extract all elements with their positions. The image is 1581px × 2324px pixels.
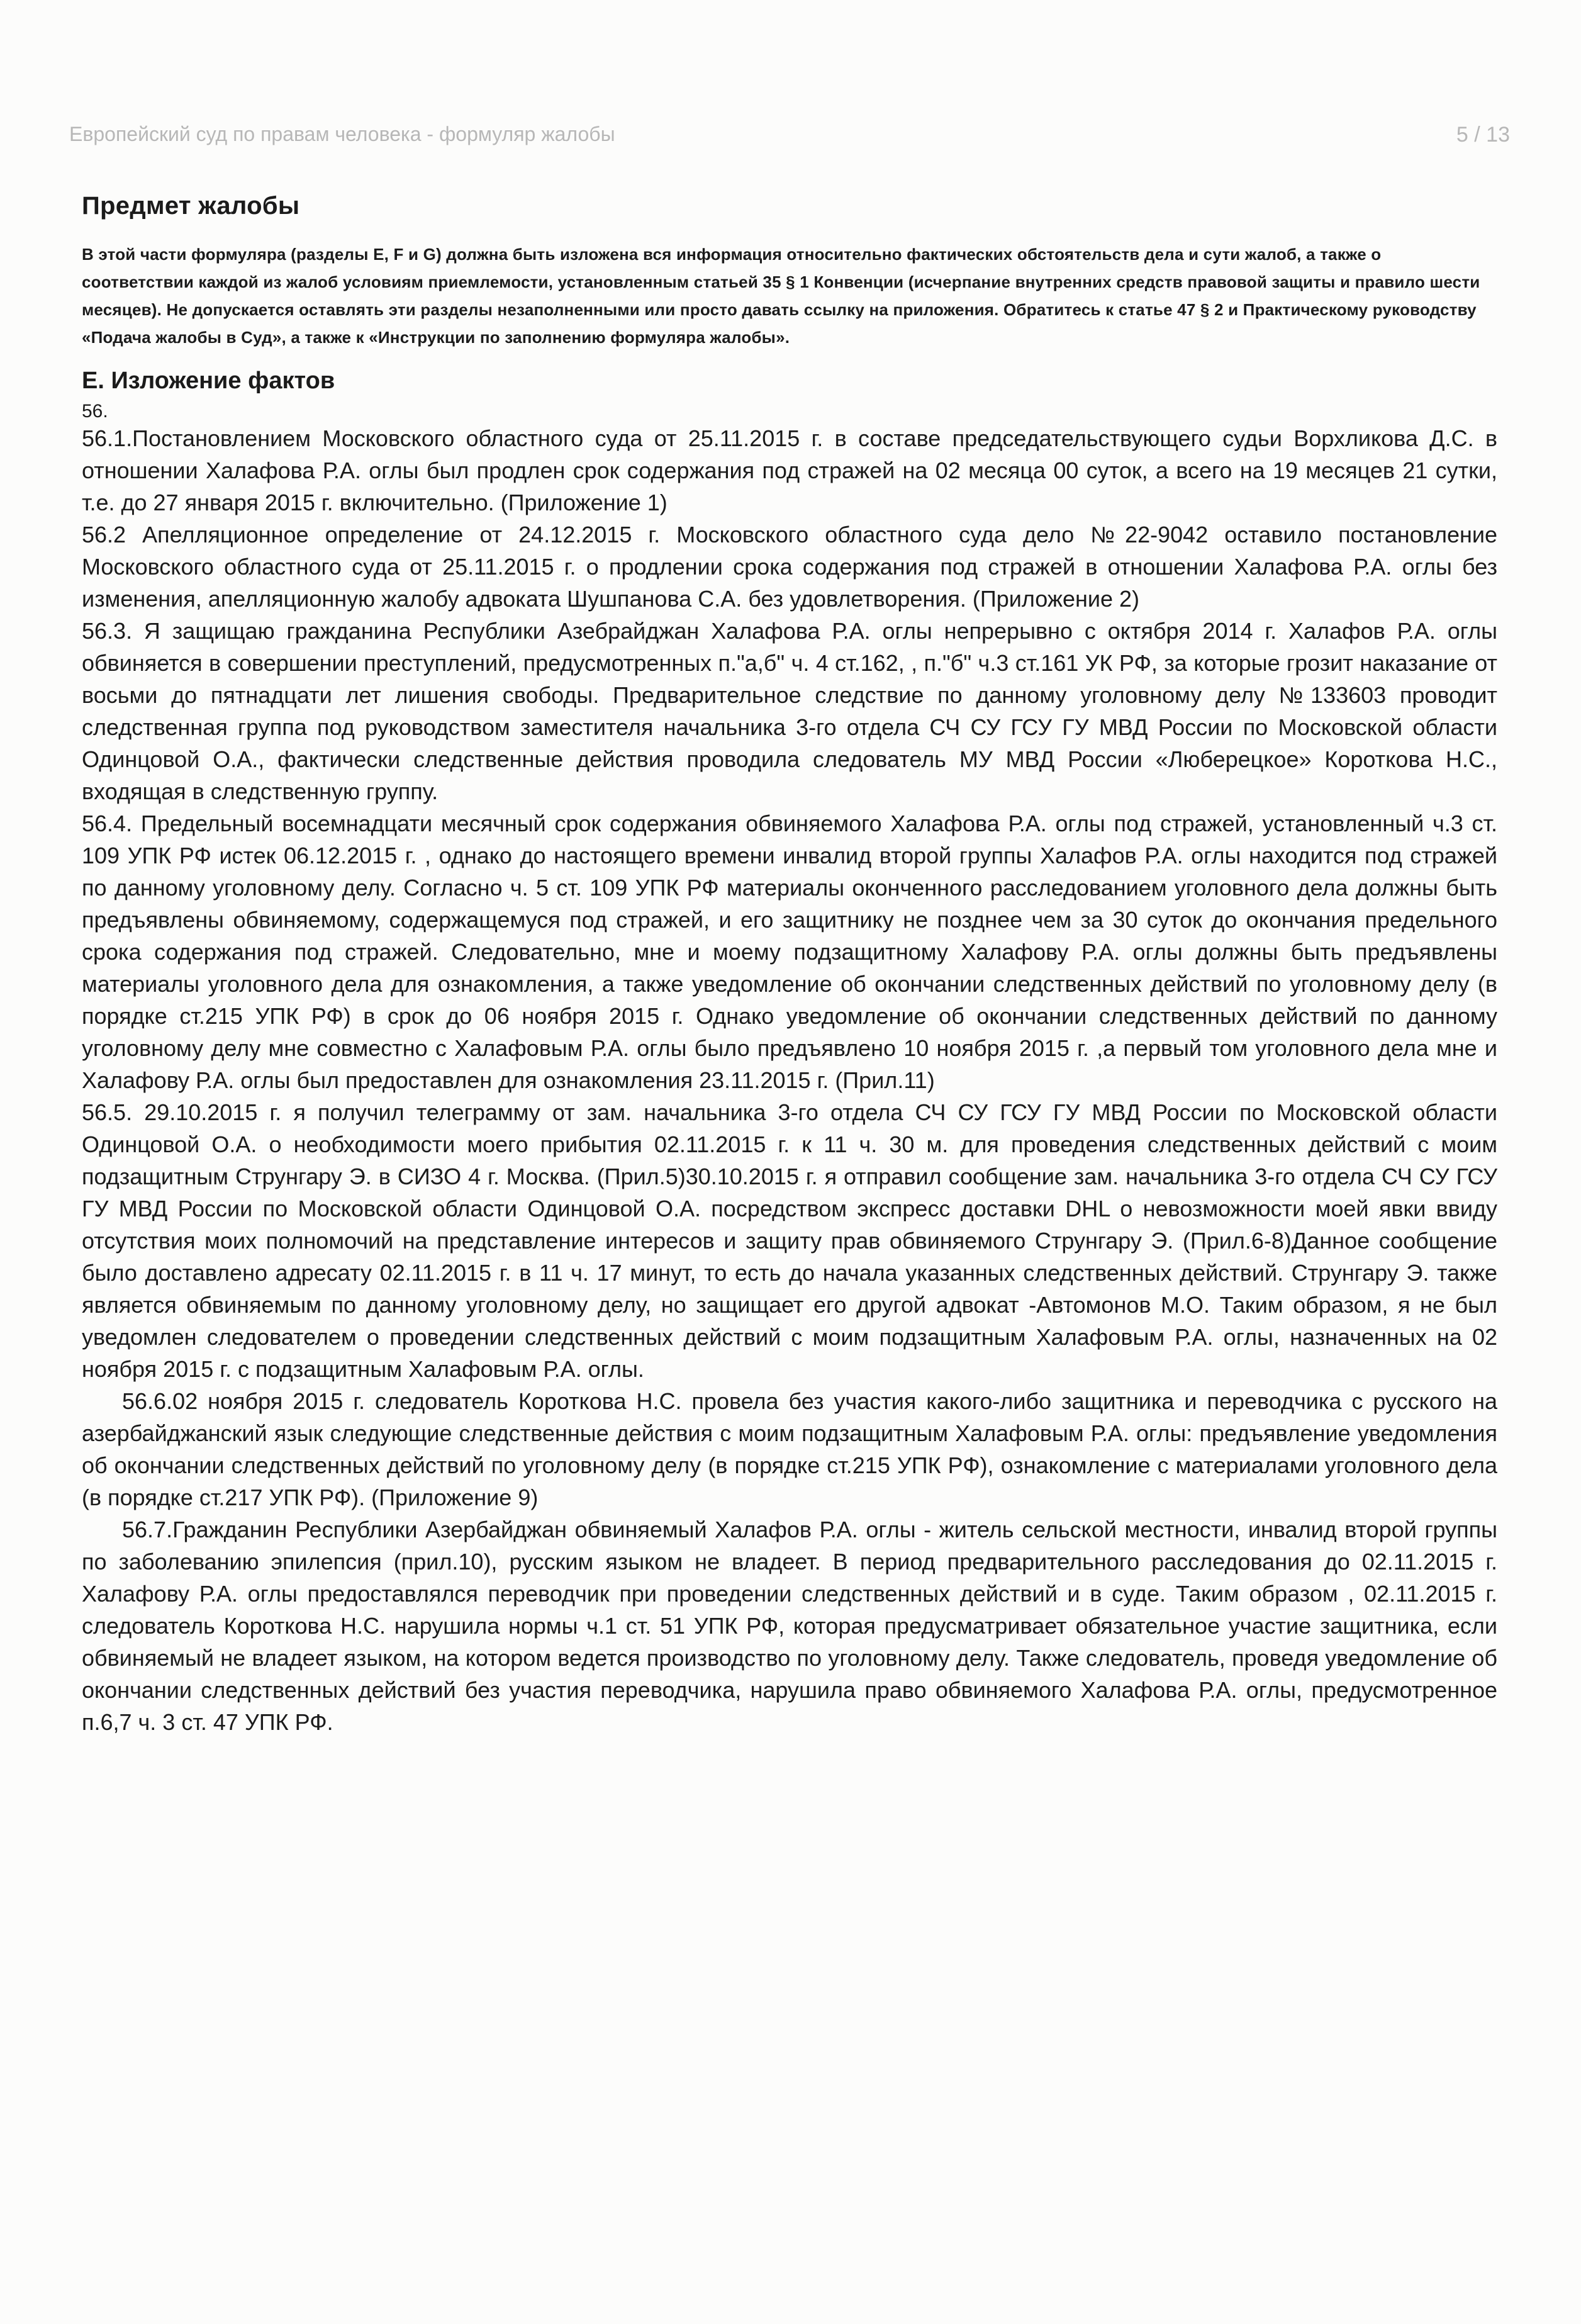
- page-number: 5 / 13: [1456, 123, 1510, 147]
- section-title: Предмет жалобы: [82, 192, 300, 220]
- facts-heading: E. Изложение фактов: [82, 368, 335, 394]
- section-intro: В этой части формуляра (разделы E, F и G) должна быть изложена вся информация относительно фактических обстоятельств дела и сути жалоб, а также о соответствии каждой из жалоб условиям приемлемости, установленным статьей 35 § 1 Конвенции (исчерпание внутренних средств правовой защиты и правило шести месяцев). Не допускается оставлять эти разделы незаполненными или просто давать ссылку на приложения. Обратитесь к статье 47 § 2 и Практическому руководству «Подача жалобы в Суд», а также к «Инструкции по заполнению формуляра жалобы».: [82, 245, 1480, 347]
- facts-number: 56.: [82, 401, 108, 422]
- document-content: [82, 192, 1497, 1738]
- fact-paragraph-56-2: 56.2 Апелляционное определение от 24.12.2015 г. Московского областного суда дело №22-9042 оставило постановление Московского областного суда от 25.11.2015 г. о продлении срока содержания под стражей в отношении Халафова Р.А. оглы без изменения, апелляционную жалобу адвоката Шушпанова С.А. без удовлетворения. (Приложение 2): [82, 522, 1497, 612]
- fact-paragraph-56-1: 56.1.Постановлением Московского областного суда от 25.11.2015 г. в составе председательствующего судьи Ворхликова Д.С. в отношении Халафова Р.А. оглы был продлен срок содержания под стражей на 02 месяца 00 суток, а всего на 19 месяцев 21 сутки, т.е. до 27 января 2015 г. включительно. (Приложение 1): [82, 425, 1497, 515]
- fact-paragraph-56-6: 56.6.02 ноября 2015 г. следователь Короткова Н.С. провела без участия какого-либо защитника и переводчика с русского на азербайджанский язык следующие следственные действия с моим подзащитным Халафовым Р.А. оглы: предъявление уведомления об окончании следственных действий по уголовному делу (в порядке ст.215 УПК РФ), ознакомление с материалами уголовного дела (в порядке ст.217 УПК РФ). (Приложение 9): [82, 1388, 1497, 1510]
- fact-paragraph-56-3: 56.3. Я защищаю гражданина Республики Азебрайджан Халафова Р.А. оглы непрерывно с октября 2014 г. Халафов Р.А. оглы обвиняется в совершении преступлений, предусмотренных п."а,б" ч. 4 ст.162, , п."б" ч.3 ст.161 УК РФ, за которые грозит наказание от восьми до пятнадцати лет лишения свободы. Предварительное следствие по данному уголовному делу №133603 проводит следственная группа под руководством заместителя начальника 3-го отдела СЧ СУ ГСУ ГУ МВД России по Московской области Одинцовой О.А., фактически следственные действия проводила следователь МУ МВД России «Люберецкое» Короткова Н.С., входящая в следственную группу.: [82, 618, 1497, 804]
- header-title: Европейский суд по правам человека - формуляр жалобы: [69, 123, 615, 145]
- fact-paragraph-56-4: 56.4. Предельный восемнадцати месячный срок содержания обвиняемого Халафова Р.А. оглы под стражей, установленный ч.3 ст. 109 УПК РФ истек 06.12.2015 г. , однако до настоящего времени инвалид второй группы Халафов Р.А. оглы находится под стражей по данному уголовному делу. Согласно ч. 5 ст. 109 УПК РФ материалы оконченного расследованием уголовного дела должны быть предъявлены обвиняемому, содержащемуся под стражей, и его защитнику не позднее чем за 30 суток до окончания предельного срока содержания под стражей. Следовательно, мне и моему подзащитному Халафову Р.А. оглы должны быть предъявлены материалы уголовного дела для ознакомления, а также уведомление об окончании следственных действий по уголовному делу (в порядке ст.215 УПК РФ) в срок до 06 ноября 2015 г. Однако уведомление об окончании следственных действий по данному уголовному делу мне совместно с Халафовым Р.А. оглы было предъявлено 10 ноября 2015 г. ,а первый том уголовного дела мне и Халафову Р.А. оглы был предоставлен для ознакомления 23.11.2015 г. (Прил.11): [82, 811, 1497, 1093]
- page-header: [69, 123, 1510, 160]
- fact-paragraph-56-5: 56.5. 29.10.2015 г. я получил телеграмму от зам. начальника 3-го отдела СЧ СУ ГСУ ГУ МВД России по Московской области Одинцовой О.А. о необходимости моего прибытия 02.11.2015 г. к 11 ч. 30 м. для проведения следственных действий с моим подзащитным Струнгару Э. в СИЗО 4 г. Москва. (Прил.5)30.10.2015 г. я отправил сообщение зам. начальника 3-го отдела СЧ СУ ГСУ ГУ МВД России по Московской области Одинцовой О.А. посредством экспресс доставки DHL о невозможности моей явки ввиду отсутствия моих полномочий на представление интересов и защиту прав обвиняемого Струнгару Э. (Прил.6-8)Данное сообщение было доставлено адресату 02.11.2015 г. в 11 ч. 17 минут, то есть до начала указанных следственных действий. Струнгару Э. также является обвиняемым по данному уголовному делу, но защищает его другой адвокат -Автомонов М.О. Таким образом, я не был уведомлен следователем о проведении следственных действий с моим подзащитным Халафовым Р.А. оглы, назначенных на 02 ноября 2015 г. с подзащитным Халафовым Р.А. оглы.: [82, 1099, 1497, 1382]
- fact-paragraph-56-7: 56.7.Гражданин Республики Азербайджан обвиняемый Халафов Р.А. оглы - житель сельской местности, инвалид второй группы по заболеванию эпилепсия (прил.10), русским языком не владеет. В период предварительного расследования до 02.11.2015 г. Халафову Р.А. оглы предоставлялся переводчик при проведении следственных действий и в суде. Таким образом , 02.11.2015 г. следователь Короткова Н.С. нарушила нормы ч.1 ст. 51 УПК РФ, которая предусматривает обязательное участие защитника, если обвиняемый не владеет языком, на котором ведется производство по уголовному делу. Также следователь, проведя уведомление об окончании следственных действий без участия переводчика, нарушила право обвиняемого Халафова Р.А. оглы, предусмотренное п.6,7 ч. 3 ст. 47 УПК РФ.: [82, 1517, 1497, 1735]
